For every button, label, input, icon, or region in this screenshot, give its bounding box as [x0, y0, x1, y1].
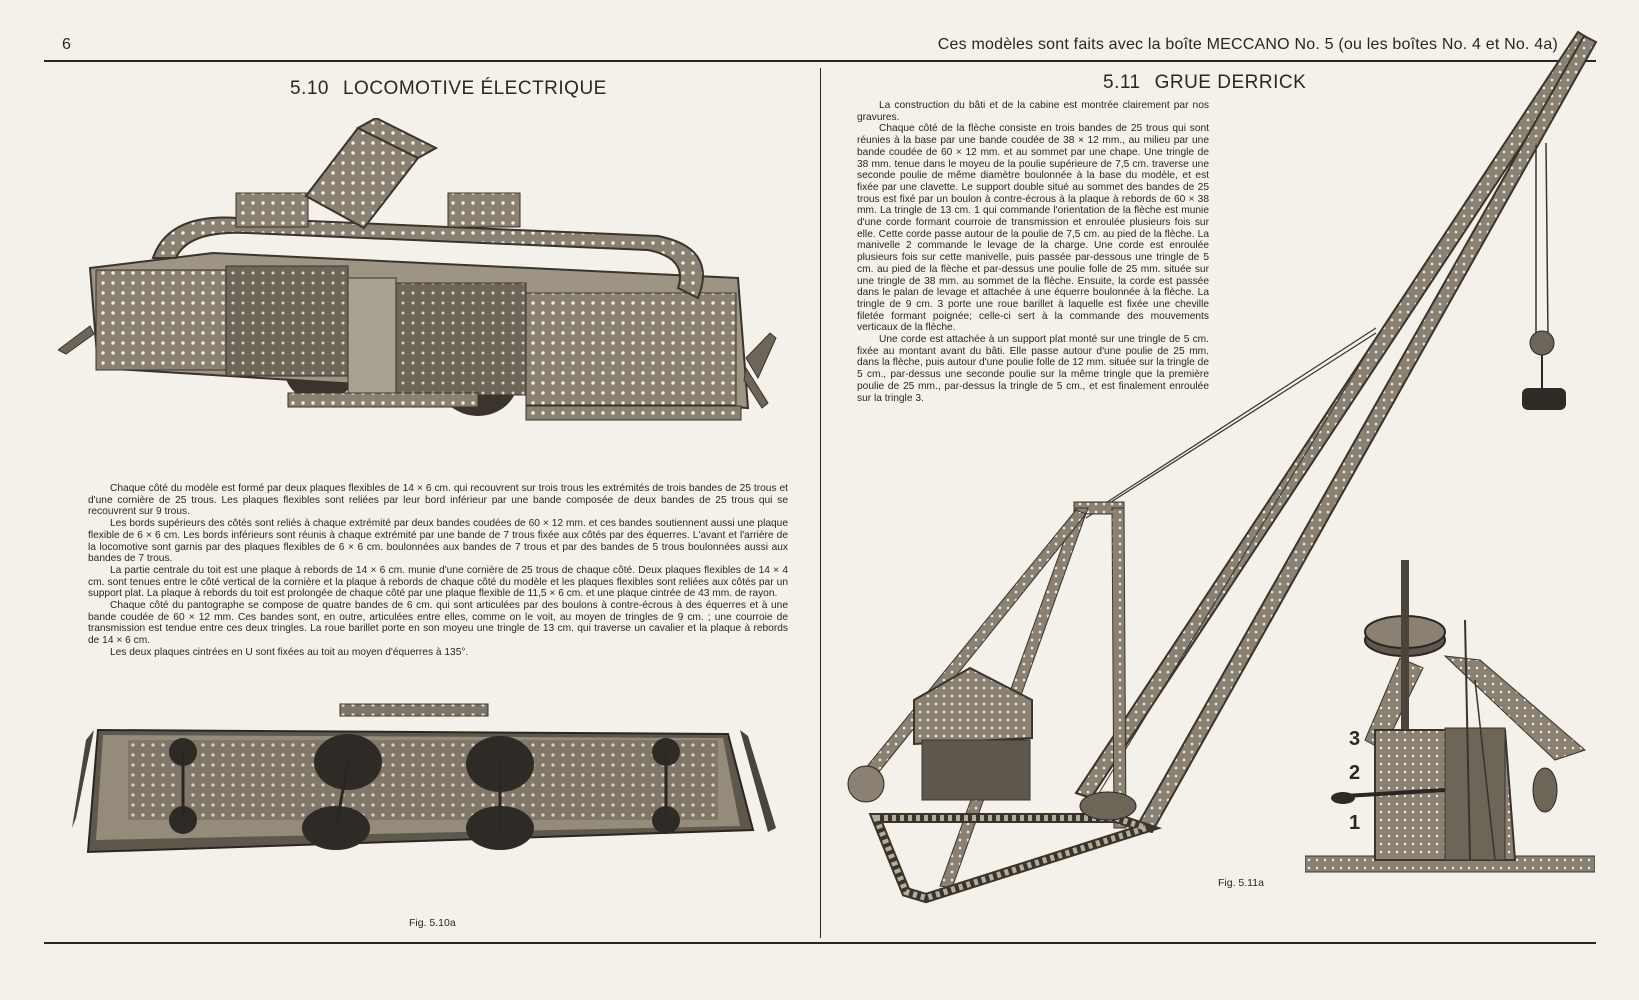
paragraph: Chaque côté du pantographe se compose de quatre bandes de 6 cm. qui sont articulées par des boulons à contre-écrous à des équerres et à une bande coudée de 60 × 12 mm. Ces bandes sont, en outre, articulées entre elles, comme on le voit, au moyen de tringles de 9 cm. ; une courroie de transmission est tendue entre ces deux tringles. La roue barillet porte en son moyeu une tringle de 13 cm. qui traverse un cavalier et la plaque à rebords de 14 × 6 cm.: [88, 600, 788, 647]
figure-caption: Fig. 5.10a: [409, 917, 456, 929]
callout-1: 1: [1349, 812, 1361, 834]
heading-number: 5.11: [1103, 72, 1141, 93]
paragraph: Les deux plaques cintrées en U sont fixées au toit au moyen d'équerres à 135°.: [110, 646, 469, 658]
callout-2: 2: [1349, 762, 1361, 784]
paragraph: Une corde est attachée à un support plat monté sur une tringle de 5 cm. fixée au montant avant du bâti. Elle passe autour d'une poulie de 25 mm. dans la flèche, puis autour d'une poulie folle de 12 mm. située sur la tringle de 5 cm., par-dessus une seconde poulie sur la même tringle que la première poulie de 25 mm., par-dessus la tringle de 5 cm., et est finalement enroulée sur la tringle 3.: [857, 334, 1209, 404]
running-title: Ces modèles sont faits avec la boîte MECCANO No. 5 (ou les boîtes No. 4 et No. 4a): [937, 36, 1558, 53]
locomotive-side-figure: [58, 118, 798, 440]
column-divider: [820, 68, 821, 938]
callout-3: 3: [1349, 728, 1361, 750]
bottom-rule: [44, 942, 1596, 944]
locomotive-text: [88, 483, 788, 659]
page-number: 6: [62, 36, 71, 53]
paragraph: Chaque côté du modèle est formé par deux plaques flexibles de 14 × 6 cm. qui recouvrent sur trois trous les extrémités de trois bandes de 25 trous et d'une cornière de 25 trous. Les plaques flexibles sont reliées par leur bord inférieur par une bande composée de deux bandes de 25 trous qui se recouvrent sur 9 trous.: [88, 483, 788, 518]
heading-title: GRUE DERRICK: [1154, 72, 1307, 93]
heading-locomotive: [290, 78, 607, 100]
heading-title: LOCOMOTIVE ÉLECTRIQUE: [342, 78, 607, 99]
heading-number: 5.10: [290, 78, 329, 99]
figure-caption: Fig. 5.11a: [1218, 877, 1264, 889]
paragraph: Les bords supérieurs des côtés sont reliés à chaque extrémité par deux bandes coudées de 60 × 12 mm. et ces bandes soutiennent aussi une plaque flexible de 6 × 6 cm. Les bords inférieurs sont réunis à chaque extrémité par une bande de 7 trous fixée aux côtés par des équerres. L'avant et l'arrière de la locomotive sont garnis par des plaques flexibles de 6 × 6 cm. boulonnées aux bandes de 7 trous et par des bandes de 5 trous boulonnées aussi aux bandes de 7 trous.: [88, 518, 788, 565]
paragraph: La partie centrale du toit est une plaque à rebords de 14 × 6 cm. munie d'une cornière de 25 trous de chaque côté. Deux plaques flexibles de 14 × 4 cm. sont tenues entre le côté vertical de la cornière et la plaque à rebords de chaque côté du modèle et les plaques flexibles sont reliées aux côtés par un support plat. La plaque à rebords du toit est prolongée de chaque côté par une plaque flexible de 11,5 × 6 cm. et une plaque cintrée de 43 mm. de rayon.: [88, 564, 788, 600]
locomotive-underside-figure: [68, 700, 788, 870]
paragraph: Chaque côté de la flèche consiste en trois bandes de 25 trous qui sont réunies à la base par une bande coudée de 38 × 12 mm., au milieu par une bande coudée de 60 × 12 mm. et au sommet par une chape. Une tringle de 38 mm. tenue dans le moyeu de la poulie supérieure de 7,5 cm. traverse une seconde poulie de même diamètre boulonnée à la base du modèle, et est fixée par une clavette. Le support double situé au sommet des bandes de 25 trous est fixé par un boulon à contre-écrous à la plaque à rebords de 60 × 38 mm. La tringle de 13 cm. 1 qui commande l'orientation de la flèche est munie d'une corde formant courroie de transmission et enroulée plusieurs fois sur elle. Cette corde passe autour de la poulie de 7,5 cm. au pied de la flèche. La manivelle 2 commande le levage de la charge. Une corde est enroulée plusieurs fois sur cette manivelle, puis passée par-dessous une tringle de 5 cm. au pied de la flèche et par-dessus une poulie folle de 25 mm. située sur une tringle de 38 mm. au sommet de la flèche. Ensuite, la corde est passée dans le palan de levage et attachée à une équerre boulonnée à la flèche. La tringle de 9 cm. 3 porte une roue barillet à laquelle est fixée une cheville filetée formant poignée; celle-ci sert à la commande des mouvements verticaux de la flèche.: [857, 123, 1209, 334]
paragraph: La construction du bâti et de la cabine est montrée clairement par nos gravures.: [857, 100, 1209, 123]
